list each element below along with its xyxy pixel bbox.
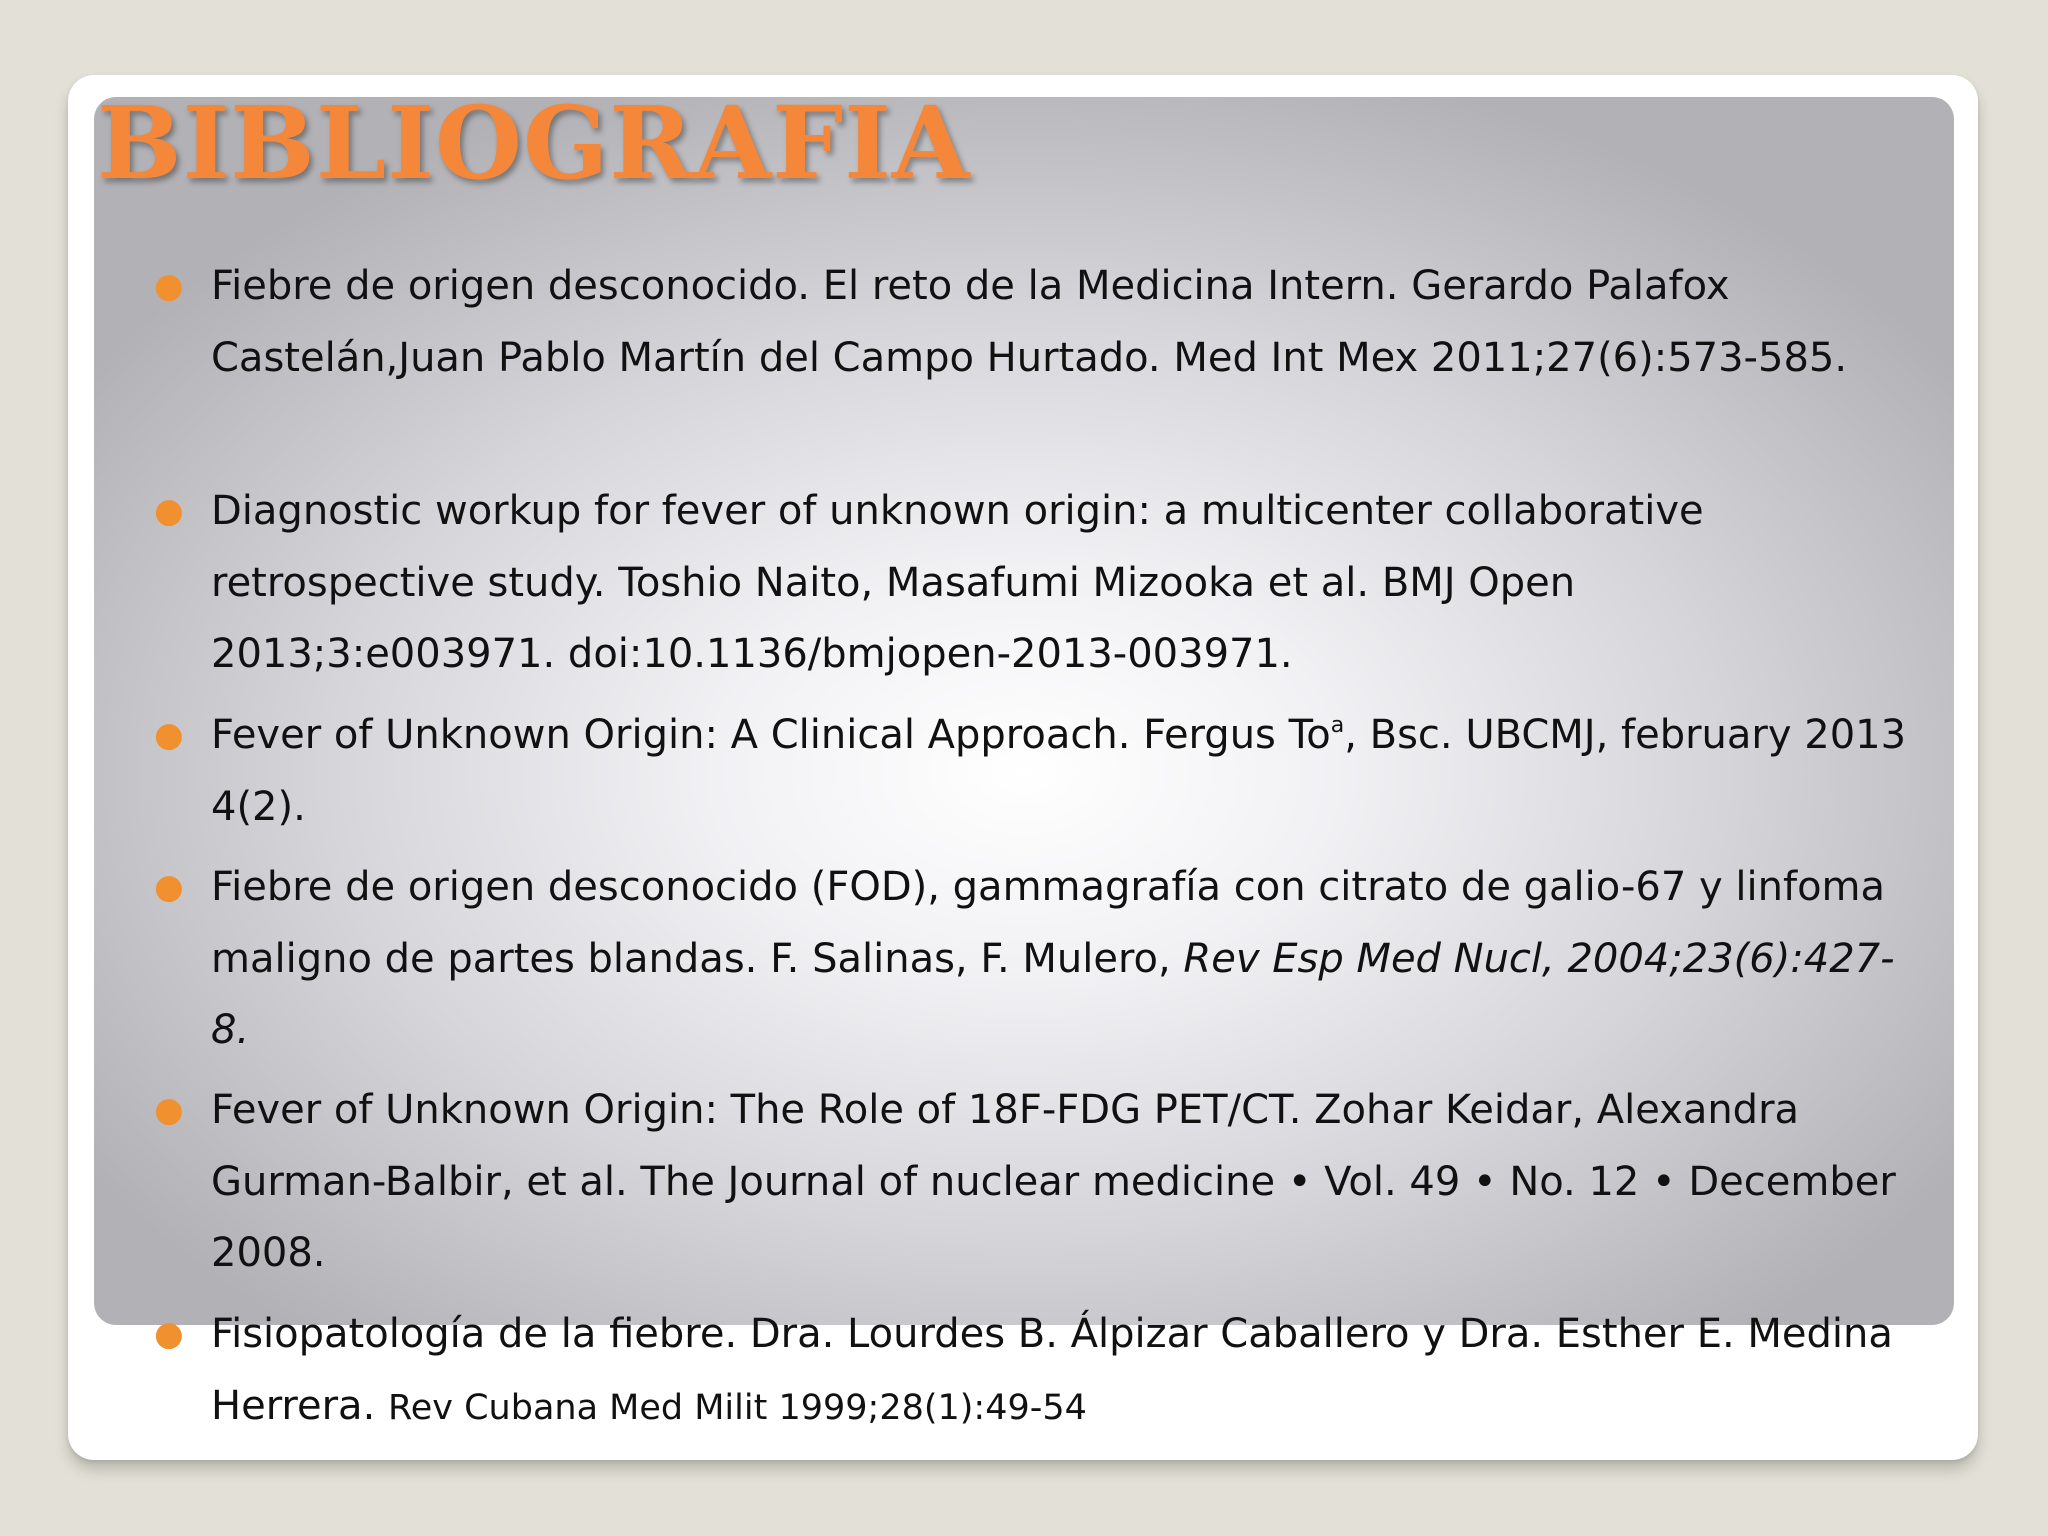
reference-item — [154, 852, 1931, 1067]
reference-item — [154, 251, 1931, 394]
reference-item — [154, 700, 1931, 843]
bullet-icon: ● — [154, 1314, 184, 1354]
reference-item — [154, 1075, 1931, 1290]
slide-title: BIBLIOGRAFIA — [97, 84, 971, 202]
reference-text-tail: , Bsc. UBCMJ, february 2013 4(2). — [211, 712, 1907, 830]
bullet-icon: ● — [154, 715, 184, 755]
reference-text: Fisiopatología de la fiebre. Dra. Lourdes B. Álpizar Caballero y Dra. Esther E. Medina Herrera. — [211, 1311, 1893, 1429]
reference-text: Fiebre de origen desconocido. El reto de la Medicina Intern. Gerardo Palafox Castelán,Juan Pablo Martín del Campo Hurtado. Med Int Mex 2011;27(6):573-585. — [211, 263, 1848, 381]
reference-text: Diagnostic workup for fever of unknown origin: a multicenter collaborative retrospective study. Toshio Naito, Masafumi Mizooka et al. BMJ Open 2013;3:e003971. doi:10.1136/bmjopen-2013-003971. — [211, 488, 1704, 677]
reference-text: Fever of Unknown Origin: The Role of 18F-FDG PET/CT. Zohar Keidar, Alexandra Gurman-Balbir, et al. The Journal of nuclear medicine • Vol. 49 • No. 12 • December 2008. — [211, 1087, 1896, 1276]
reference-journal: Rev Cubana Med Milit 1999;28(1):49-54 — [388, 1387, 1087, 1428]
reference-journal: Rev Esp Med Nucl, 2004;23(6):427-8. — [211, 935, 1895, 1053]
bullet-icon: ● — [154, 491, 184, 531]
reference-item — [154, 476, 1931, 691]
bullet-icon: ● — [154, 1090, 184, 1130]
reference-text: Fiebre de origen desconocido (FOD), gammagrafía con citrato de galio-67 y linfoma maligno de partes blandas. F. Salinas, F. Mulero, — [211, 864, 1886, 982]
reference-superscript: a — [1330, 713, 1345, 738]
bullet-icon: ● — [154, 266, 184, 306]
reference-text: Fever of Unknown Origin: A Clinical Approach. Fergus To — [211, 712, 1331, 758]
bullet-icon: ● — [154, 867, 184, 907]
reference-item — [154, 1299, 1931, 1444]
